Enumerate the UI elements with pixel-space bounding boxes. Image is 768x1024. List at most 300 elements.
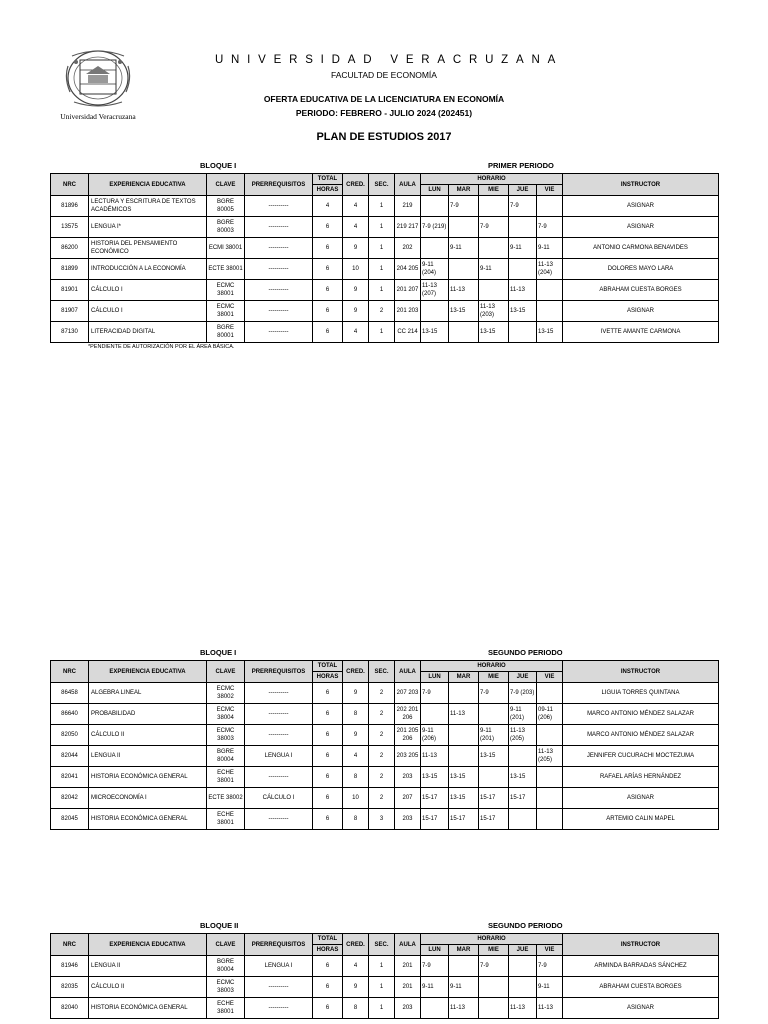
mar-cell: 11-13 [449, 998, 479, 1019]
lun-cell: 9-11 [421, 977, 449, 998]
instructor-header: INSTRUCTOR [563, 934, 719, 956]
vie-cell [537, 725, 563, 746]
aula-cell: CC 214 [395, 322, 421, 343]
table-row [51, 956, 719, 977]
mar-cell: 15-17 [449, 809, 479, 830]
aula-cell: 203 [395, 809, 421, 830]
horas-header: HORAS [313, 945, 343, 956]
horario-header: HORARIO [421, 174, 563, 185]
table-row [51, 788, 719, 809]
mie-cell [479, 280, 509, 301]
nrc-cell: 81896 [51, 196, 89, 217]
ee-cell: HISTORIA ECONÓMICA GENERAL [89, 809, 207, 830]
ee-cell: LENGUA II [89, 956, 207, 977]
jue-cell [509, 746, 537, 767]
nrc-cell: 82040 [51, 998, 89, 1019]
sec-cell: 1 [369, 977, 395, 998]
clave-cell: ECHE 38001 [207, 998, 245, 1019]
faculty-name: FACULTAD DE ECONOMÍA [331, 70, 437, 80]
vie-cell: 13-15 [537, 322, 563, 343]
lun-cell: 9-11 (204) [421, 259, 449, 280]
total-cell: 6 [313, 956, 343, 977]
vie-cell [537, 767, 563, 788]
instructor-cell: ARMINDA BARRADAS SÁNCHEZ [563, 956, 719, 977]
jue-cell: 13-15 [509, 767, 537, 788]
jue-cell [509, 259, 537, 280]
aula-cell: 201 [395, 977, 421, 998]
lun-cell: 7-9 (219) [421, 217, 449, 238]
table-row [51, 259, 719, 280]
schedule-table [50, 933, 719, 1019]
vie-cell: 7-9 [537, 956, 563, 977]
instructor-cell: ABRAHAM CUESTA BORGES [563, 280, 719, 301]
prereq-cell: CÁLCULO I [245, 788, 313, 809]
table-row [51, 322, 719, 343]
periodo-label: SEGUNDO PERIODO [488, 648, 563, 657]
sec-cell: 1 [369, 322, 395, 343]
table-row [51, 977, 719, 998]
cred-cell: 10 [343, 788, 369, 809]
plan-title: PLAN DE ESTUDIOS 2017 [316, 131, 452, 143]
total-cell: 6 [313, 977, 343, 998]
jue-cell: 11-13 [509, 280, 537, 301]
mar-cell: 11-13 [449, 280, 479, 301]
clave-cell: BGRE 80003 [207, 217, 245, 238]
mie-cell: 7-9 [479, 683, 509, 704]
ee-cell: INTRODUCCIÓN A LA ECONOMÍA [89, 259, 207, 280]
cred-cell: 9 [343, 977, 369, 998]
instructor-cell: DOLORES MAYO LARA [563, 259, 719, 280]
vie-cell [537, 809, 563, 830]
cred-cell: 9 [343, 725, 369, 746]
aula-cell: 201 [395, 956, 421, 977]
jue-cell: 11-13 (205) [509, 725, 537, 746]
total-cell: 4 [313, 196, 343, 217]
mie-cell: 9-11 (201) [479, 725, 509, 746]
lun-cell: 15-17 [421, 809, 449, 830]
schedule-table [50, 173, 719, 343]
jue-cell: 11-13 [509, 998, 537, 1019]
table-row [51, 280, 719, 301]
nrc-cell: 81907 [51, 301, 89, 322]
table-row [51, 746, 719, 767]
day-lun-header: LUN [421, 185, 449, 196]
ee-cell: CÁLCULO II [89, 725, 207, 746]
mar-cell: 9-11 [449, 238, 479, 259]
clave-cell: ECHE 38001 [207, 809, 245, 830]
mar-cell [449, 956, 479, 977]
vie-cell [537, 788, 563, 809]
cred-cell: 4 [343, 217, 369, 238]
mar-cell [449, 683, 479, 704]
nrc-cell: 82035 [51, 977, 89, 998]
jue-cell [509, 322, 537, 343]
clave-cell: ECMC 38001 [207, 301, 245, 322]
sec-header: SEC. [369, 661, 395, 683]
prereq-cell: ---------- [245, 259, 313, 280]
lun-cell: 9-11 (206) [421, 725, 449, 746]
nrc-cell: 82041 [51, 767, 89, 788]
clave-cell: BGRE 80001 [207, 322, 245, 343]
cred-cell: 4 [343, 956, 369, 977]
cred-cell: 8 [343, 704, 369, 725]
instructor-cell: ASIGNAR [563, 196, 719, 217]
aula-cell: 207 [395, 788, 421, 809]
clave-cell: ECMC 38003 [207, 725, 245, 746]
university-name: UNIVERSIDAD VERACRUZANA [214, 54, 564, 66]
table-row [51, 767, 719, 788]
mie-cell [479, 767, 509, 788]
prereq-cell: ---------- [245, 725, 313, 746]
ee-cell: LECTURA Y ESCRITURA DE TEXTOS ACADÉMICOS [89, 196, 207, 217]
lun-cell [421, 196, 449, 217]
cred-cell: 9 [343, 683, 369, 704]
mar-cell [449, 217, 479, 238]
prereq-cell: ---------- [245, 238, 313, 259]
clave-cell: ECTE 38002 [207, 788, 245, 809]
logo-caption: Universidad Veracruzana [60, 112, 136, 121]
mie-cell [479, 977, 509, 998]
total-cell: 6 [313, 809, 343, 830]
prereq-cell: ---------- [245, 280, 313, 301]
clave-cell: ECMC 38001 [207, 280, 245, 301]
aula-cell: 202 201 206 [395, 704, 421, 725]
aula-cell: 201 205 206 [395, 725, 421, 746]
nrc-cell: 82044 [51, 746, 89, 767]
ee-cell: CÁLCULO I [89, 280, 207, 301]
prereq-header: PRERREQUISITOS [245, 661, 313, 683]
sec-cell: 3 [369, 809, 395, 830]
nrc-cell: 13575 [51, 217, 89, 238]
instructor-cell: RAFAEL ARÍAS HERNÁNDEZ [563, 767, 719, 788]
jue-cell [509, 217, 537, 238]
table-row [51, 217, 719, 238]
day-jue-header: JUE [509, 945, 537, 956]
cred-header: CRED. [343, 934, 369, 956]
vie-cell: 7-9 [537, 217, 563, 238]
aula-cell: 207 203 [395, 683, 421, 704]
periodo-label: SEGUNDO PERIODO [488, 921, 563, 930]
lun-cell: 7-9 [421, 683, 449, 704]
vie-cell: 9-11 [537, 977, 563, 998]
ee-cell: HISTORIA ECONÓMICA GENERAL [89, 767, 207, 788]
day-mie-header: MIE [479, 672, 509, 683]
aula-cell: 219 217 [395, 217, 421, 238]
bloque-label: BLOQUE I [200, 161, 237, 170]
prereq-cell: ---------- [245, 196, 313, 217]
aula-cell: 219 [395, 196, 421, 217]
day-lun-header: LUN [421, 672, 449, 683]
cred-cell: 9 [343, 280, 369, 301]
table-row [51, 196, 719, 217]
cred-cell: 8 [343, 809, 369, 830]
prereq-header: PRERREQUISITOS [245, 174, 313, 196]
lun-cell: 13-15 [421, 322, 449, 343]
mar-cell [449, 259, 479, 280]
table-row [51, 725, 719, 746]
instructor-cell: ARTEMIO CALIN MAPEL [563, 809, 719, 830]
nrc-cell: 86200 [51, 238, 89, 259]
block-caption-row [50, 161, 718, 173]
nrc-cell: 82042 [51, 788, 89, 809]
header-row [51, 174, 719, 185]
instructor-cell: ASIGNAR [563, 788, 719, 809]
footnote: *PENDIENTE DE AUTORIZACIÓN POR EL ÁREA BÁSICA. [88, 344, 235, 350]
nrc-cell: 81901 [51, 280, 89, 301]
mie-cell [479, 704, 509, 725]
jue-cell: 9-11 [509, 238, 537, 259]
day-jue-header: JUE [509, 672, 537, 683]
clave-cell: ECMC 38003 [207, 977, 245, 998]
nrc-cell: 82050 [51, 725, 89, 746]
aula-cell: 203 [395, 767, 421, 788]
instructor-cell: ABRAHAM CUESTA BORGES [563, 977, 719, 998]
day-mie-header: MIE [479, 185, 509, 196]
day-mar-header: MAR [449, 185, 479, 196]
instructor-cell: LIGUIA TORRES QUINTANA [563, 683, 719, 704]
schedule-block-3 [50, 921, 718, 1019]
instructor-cell: ASIGNAR [563, 217, 719, 238]
jue-cell [509, 977, 537, 998]
schedule-block-2 [50, 648, 718, 830]
lun-cell [421, 998, 449, 1019]
cred-cell: 4 [343, 746, 369, 767]
ee-cell: LITERACIDAD DIGITAL [89, 322, 207, 343]
jue-cell: 13-15 [509, 301, 537, 322]
mie-cell: 15-17 [479, 809, 509, 830]
instructor-cell: MARCO ANTONIO MÉNDEZ SALAZAR [563, 704, 719, 725]
cred-header: CRED. [343, 174, 369, 196]
total-cell: 6 [313, 259, 343, 280]
aula-cell: 203 205 [395, 746, 421, 767]
instructor-cell: ASIGNAR [563, 998, 719, 1019]
sec-cell: 1 [369, 259, 395, 280]
total-cell: 6 [313, 704, 343, 725]
day-vie-header: VIE [537, 185, 563, 196]
block-caption-row [50, 921, 718, 933]
nrc-cell: 86458 [51, 683, 89, 704]
cred-cell: 10 [343, 259, 369, 280]
cred-header: CRED. [343, 661, 369, 683]
table-row [51, 683, 719, 704]
header-row [51, 661, 719, 672]
period-line: PERIODO: FEBRERO - JULIO 2024 (202451) [295, 108, 473, 118]
vie-cell [537, 196, 563, 217]
total-header: TOTAL [313, 934, 343, 945]
total-cell: 6 [313, 746, 343, 767]
mie-cell: 15-17 [479, 788, 509, 809]
offer-title: OFERTA EDUCATIVA DE LA LICENCIATURA EN ECONOMÍA [263, 94, 505, 104]
clave-cell: ECHE 38001 [207, 767, 245, 788]
ee-cell: LENGUA II [89, 746, 207, 767]
aula-cell: 202 [395, 238, 421, 259]
aula-header: AULA [395, 661, 421, 683]
nrc-cell: 82045 [51, 809, 89, 830]
mie-cell: 7-9 [479, 217, 509, 238]
sec-cell: 2 [369, 767, 395, 788]
clave-header: CLAVE [207, 174, 245, 196]
mie-cell: 13-15 [479, 746, 509, 767]
mie-cell: 13-15 [479, 322, 509, 343]
total-cell: 6 [313, 725, 343, 746]
jue-cell: 15-17 [509, 788, 537, 809]
total-cell: 6 [313, 301, 343, 322]
lun-cell [421, 301, 449, 322]
cred-cell: 4 [343, 196, 369, 217]
cred-cell: 9 [343, 238, 369, 259]
table-row [51, 301, 719, 322]
prereq-cell: ---------- [245, 704, 313, 725]
sec-cell: 1 [369, 196, 395, 217]
ee-cell: ALGEBRA LINEAL [89, 683, 207, 704]
clave-cell: ECTE 38001 [207, 259, 245, 280]
vie-cell [537, 301, 563, 322]
vie-cell: 09-11 (206) [537, 704, 563, 725]
prereq-cell: ---------- [245, 217, 313, 238]
cred-cell: 4 [343, 322, 369, 343]
instructor-cell: JENNIFER CUCURACHI MOCTEZUMA [563, 746, 719, 767]
lun-cell: 11-13 [421, 746, 449, 767]
prereq-cell: LENGUA I [245, 956, 313, 977]
ee-header: EXPERIENCIA EDUCATIVA [89, 174, 207, 196]
ee-cell: HISTORIA DEL PENSAMIENTO ECONÓMICO [89, 238, 207, 259]
jue-cell [509, 956, 537, 977]
instructor-header: INSTRUCTOR [563, 174, 719, 196]
mie-cell: 11-13 (203) [479, 301, 509, 322]
mar-cell: 13-15 [449, 767, 479, 788]
lun-cell: 15-17 [421, 788, 449, 809]
prereq-cell: ---------- [245, 301, 313, 322]
aula-cell: 203 [395, 998, 421, 1019]
table-row [51, 998, 719, 1019]
aula-header: AULA [395, 934, 421, 956]
instructor-cell: ASIGNAR [563, 301, 719, 322]
sec-cell: 1 [369, 217, 395, 238]
header-row [51, 934, 719, 945]
mie-cell: 7-9 [479, 956, 509, 977]
prereq-cell: ---------- [245, 977, 313, 998]
nrc-cell: 87130 [51, 322, 89, 343]
aula-header: AULA [395, 174, 421, 196]
sec-cell: 2 [369, 746, 395, 767]
horario-header: HORARIO [421, 661, 563, 672]
nrc-cell: 86640 [51, 704, 89, 725]
jue-cell [509, 809, 537, 830]
schedule-table [50, 660, 719, 830]
horas-header: HORAS [313, 185, 343, 196]
table-row [51, 704, 719, 725]
ee-cell: HISTORIA ECONÓMICA GENERAL [89, 998, 207, 1019]
block-caption-row [50, 648, 718, 660]
day-mar-header: MAR [449, 945, 479, 956]
sec-cell: 1 [369, 280, 395, 301]
total-cell: 6 [313, 998, 343, 1019]
mar-cell: 11-13 [449, 704, 479, 725]
lun-cell: 13-15 [421, 767, 449, 788]
ee-header: EXPERIENCIA EDUCATIVA [89, 934, 207, 956]
vie-cell [537, 280, 563, 301]
lun-cell: 11-13 (207) [421, 280, 449, 301]
mar-cell [449, 322, 479, 343]
vie-cell: 11-13 (205) [537, 746, 563, 767]
total-header: TOTAL [313, 174, 343, 185]
mie-cell: 9-11 [479, 259, 509, 280]
sec-header: SEC. [369, 934, 395, 956]
sec-cell: 2 [369, 683, 395, 704]
total-cell: 6 [313, 238, 343, 259]
sec-cell: 1 [369, 998, 395, 1019]
sec-cell: 2 [369, 704, 395, 725]
clave-cell: ECMC 38004 [207, 704, 245, 725]
horas-header: HORAS [313, 672, 343, 683]
prereq-cell: ---------- [245, 998, 313, 1019]
sec-cell: 1 [369, 238, 395, 259]
nrc-header: NRC [51, 174, 89, 196]
cred-cell: 8 [343, 998, 369, 1019]
vie-cell: 11-13 [537, 998, 563, 1019]
ee-header: EXPERIENCIA EDUCATIVA [89, 661, 207, 683]
lun-cell: 7-9 [421, 956, 449, 977]
prereq-cell: LENGUA I [245, 746, 313, 767]
mar-cell [449, 725, 479, 746]
instructor-cell: ANTONIO CARMONA BENAVIDES [563, 238, 719, 259]
prereq-cell: ---------- [245, 767, 313, 788]
clave-cell: BGRE 80004 [207, 746, 245, 767]
sec-header: SEC. [369, 174, 395, 196]
vie-cell: 9-11 [537, 238, 563, 259]
instructor-cell: IVETTE AMANTE CARMONA [563, 322, 719, 343]
sec-cell: 2 [369, 301, 395, 322]
day-mie-header: MIE [479, 945, 509, 956]
horario-header: HORARIO [421, 934, 563, 945]
day-vie-header: VIE [537, 945, 563, 956]
bloque-label: BLOQUE II [200, 921, 239, 930]
ee-cell: MICROECONOMÍA I [89, 788, 207, 809]
total-cell: 6 [313, 280, 343, 301]
bloque-label: BLOQUE I [200, 648, 237, 657]
lun-cell [421, 238, 449, 259]
day-lun-header: LUN [421, 945, 449, 956]
aula-cell: 204 205 [395, 259, 421, 280]
prereq-header: PRERREQUISITOS [245, 934, 313, 956]
day-vie-header: VIE [537, 672, 563, 683]
vie-cell: 11-13 (204) [537, 259, 563, 280]
jue-cell: 7-9 (203) [509, 683, 537, 704]
mar-cell: 7-9 [449, 196, 479, 217]
table-row [51, 809, 719, 830]
aula-cell: 201 203 [395, 301, 421, 322]
clave-header: CLAVE [207, 934, 245, 956]
mar-cell: 13-15 [449, 788, 479, 809]
day-jue-header: JUE [509, 185, 537, 196]
schedule-block-1 [50, 161, 718, 350]
prereq-cell: ---------- [245, 683, 313, 704]
instructor-cell: MARCO ANTONIO MÉNDEZ SALAZAR [563, 725, 719, 746]
lun-cell [421, 704, 449, 725]
nrc-header: NRC [51, 661, 89, 683]
ee-cell: CÁLCULO I [89, 301, 207, 322]
mar-cell: 9-11 [449, 977, 479, 998]
cred-cell: 8 [343, 767, 369, 788]
clave-cell: ECMC 38002 [207, 683, 245, 704]
sec-cell: 2 [369, 725, 395, 746]
mie-cell [479, 998, 509, 1019]
clave-cell: BGRE 80005 [207, 196, 245, 217]
jue-cell: 9-11 (201) [509, 704, 537, 725]
nrc-header: NRC [51, 934, 89, 956]
aula-cell: 201 207 [395, 280, 421, 301]
nrc-cell: 81899 [51, 259, 89, 280]
